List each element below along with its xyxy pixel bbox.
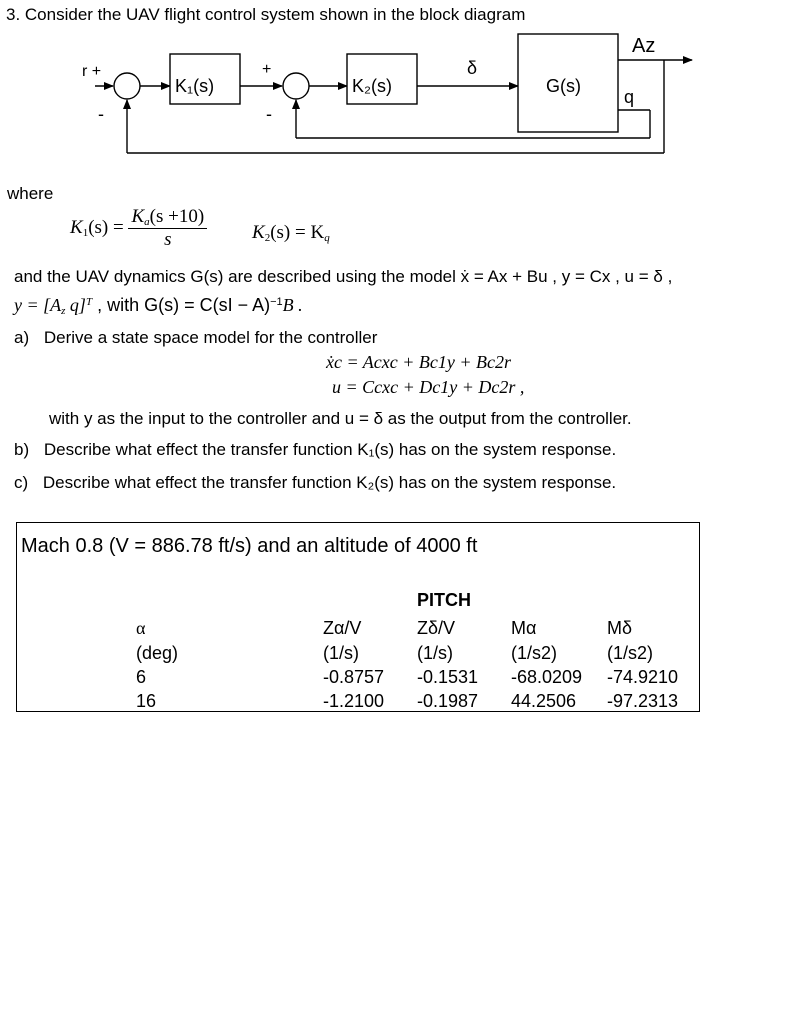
k2-equation: $K_2(s) = K_q$: [252, 222, 330, 244]
part-b: [14, 440, 616, 460]
table-cell: -74.9210: [607, 667, 679, 687]
unit-m-delta: (1/s2): [607, 643, 654, 663]
table-cell: -68.0209: [511, 667, 583, 687]
part-a: [14, 328, 377, 348]
where-label: where: [7, 184, 54, 203]
header-m-alpha: Mα: [511, 618, 537, 638]
header-m-delta: Mδ: [607, 618, 633, 638]
part-c: [14, 473, 616, 493]
minus-label-1: -: [98, 104, 104, 124]
table-cell: 16: [136, 691, 157, 711]
table-cell: -97.2313: [607, 691, 679, 711]
table-cell: -0.8757: [323, 667, 385, 687]
part-a-label: a): [14, 328, 30, 347]
k1-lhs: K: [70, 216, 83, 238]
part-a-text: Derive a state space model for the controller: [43, 328, 378, 347]
az-label: Az: [632, 35, 656, 57]
summing-junction-1: [114, 73, 140, 99]
summing-junction-2: [283, 73, 309, 99]
part-a-followup: with y as the input to the controller and u = δ as the output from the controller.: [49, 409, 632, 428]
part-c-text: Describe what effect the transfer function K₂(s) has on the system response.: [42, 473, 617, 492]
g-label: G(s): [546, 76, 581, 96]
block-diagram: [0, 28, 796, 158]
unit-za-v: (1/s): [323, 643, 359, 663]
part-c-label: c): [14, 473, 29, 492]
aero-data-table: [16, 522, 700, 712]
r-label: r +: [82, 63, 102, 80]
state-equation-1: ẋc = Acxc + Bc1y + Bc2r: [326, 352, 512, 372]
table-cell: 44.2506: [511, 691, 577, 711]
table-cell: -0.1531: [417, 667, 479, 687]
dynamics-line-1: and the UAV dynamics G(s) are described using the model ẋ = Ax + Bu , y = Cx , u = δ ,: [14, 267, 673, 286]
unit-m-alpha: (1/s2): [511, 643, 558, 663]
q-label: q: [624, 87, 635, 107]
table-title: Mach 0.8 (V = 886.78 ft/s) and an altitude of 4000 ft: [21, 535, 478, 557]
k1-equation: $K_1(s)$ = $\frac{K_a(s +10)}{s}$: [70, 206, 207, 251]
header-za-v: Zα/V: [323, 618, 362, 638]
header-alpha: α: [136, 618, 146, 638]
dynamics-line-2: $y = [A_z$ q]$^T$ , with G(s) = C(sI − A)$^{-1}$B .: [14, 295, 303, 317]
state-equation-2: u = Ccxc + Dc1y + Dc2r ,: [332, 377, 525, 397]
k1-label: K₁(s): [175, 76, 215, 96]
table-cell: 6: [136, 667, 147, 687]
table-cell: -0.1987: [417, 691, 479, 711]
k2-label: K₂(s): [352, 76, 392, 96]
header-zdelta-v: Zδ/V: [417, 618, 456, 638]
part-b-text: Describe what effect the transfer function K₁(s) has on the system response.: [43, 440, 617, 459]
unit-zdelta-v: (1/s): [417, 643, 453, 663]
plus-label-2: +: [262, 61, 272, 78]
problem-title: 3. Consider the UAV flight control system shown in the block diagram: [6, 5, 526, 24]
table-cell: -1.2100: [323, 691, 385, 711]
minus-label-2: -: [266, 104, 272, 124]
k1-fraction: $\frac{K_a(s +10)}{s}$: [128, 206, 207, 251]
unit-alpha: (deg): [136, 643, 179, 663]
delta-label: δ: [467, 58, 478, 78]
table-group-pitch: PITCH: [417, 590, 471, 610]
part-b-label: b): [14, 440, 30, 459]
